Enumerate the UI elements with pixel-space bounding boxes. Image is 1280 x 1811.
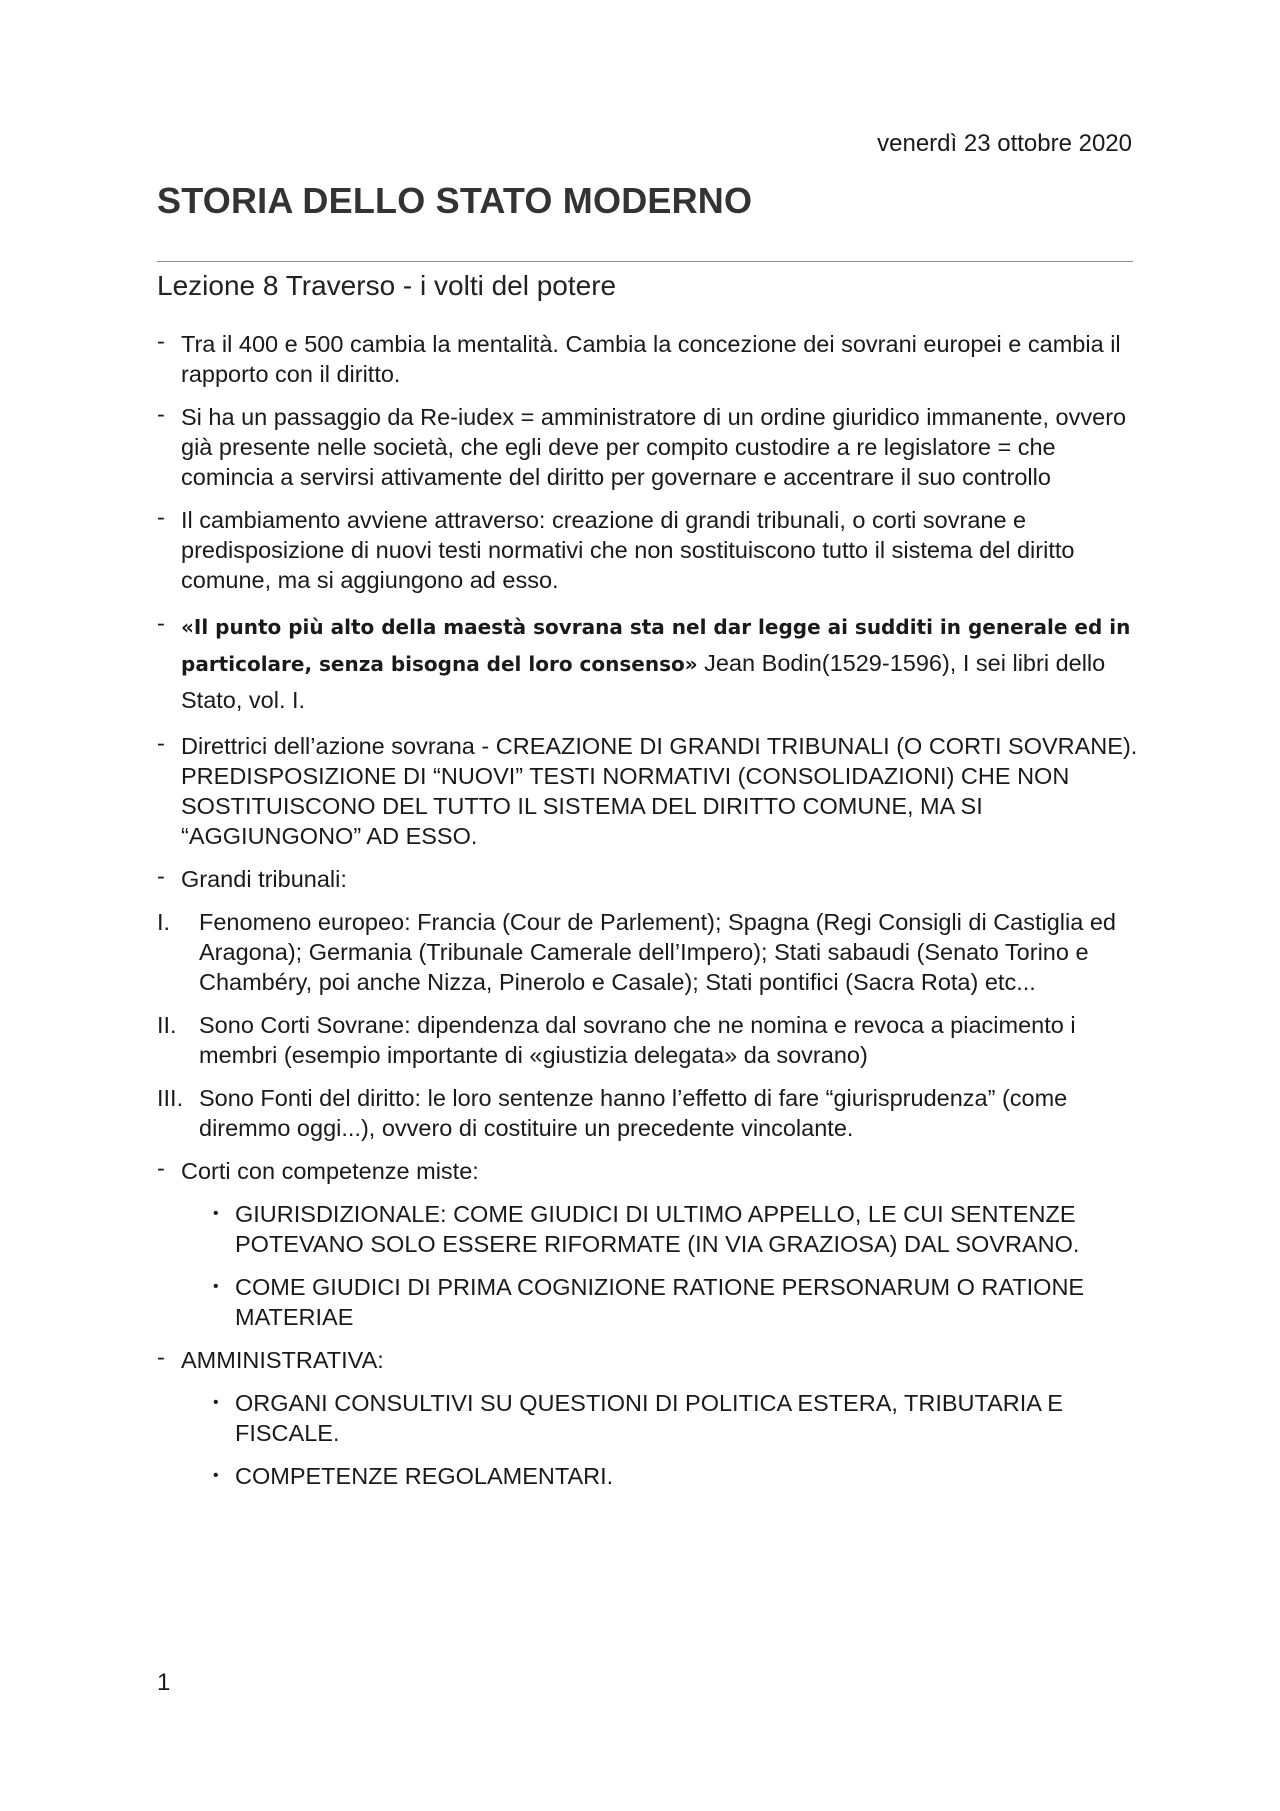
dash-marker: - [157, 1155, 165, 1181]
roman-marker: II. [157, 1012, 177, 1038]
dash-marker: - [157, 730, 165, 756]
roman-marker: I. [157, 909, 171, 935]
list-item [157, 731, 1147, 851]
bullet-item [213, 1272, 1147, 1332]
dash-marker: - [157, 328, 165, 354]
list-item [157, 1156, 1147, 1186]
title-divider [157, 261, 1133, 262]
roman-list-item [157, 907, 1147, 997]
lesson-subtitle: Lezione 8 Traverso - i volti del potere [157, 270, 617, 301]
bullet-marker: • [213, 1205, 219, 1222]
roman-text: Fenomeno europeo: Francia (Cour de Parlement); Spagna (Regi Consigli di Castiglia ed Aragona); Germania (Tribunale Camerale dell’Impero); Stati sabaudi (Senato Torino e Chambéry, poi anche Nizza, Pinerolo e Casale); Stati pontifici (Sacra Rota) etc... [199, 909, 1116, 995]
bullet-text: GIURISDIZIONALE: COME GIUDICI DI ULTIMO APPELLO, LE CUI SENTENZE POTEVANO SOLO ESSERE RIFORMATE (IN VIA GRAZIOSA) DAL SOVRANO. [235, 1201, 1080, 1257]
list-item-quote [157, 608, 1147, 718]
list-item [157, 1345, 1147, 1375]
bullet-text: COMPETENZE REGOLAMENTARI. [235, 1463, 614, 1489]
item-text: Il cambiamento avviene attraverso: creazione di grandi tribunali, o corti sovrane e predisposizione di nuovi testi normativi che non sostituiscono tutto il sistema del diritto comune, ma si aggiungono ad esso. [181, 507, 1075, 593]
bullet-text: ORGANI CONSULTIVI SU QUESTIONI DI POLITICA ESTERA, TRIBUTARIA E FISCALE. [235, 1390, 1063, 1446]
dash-marker: - [157, 863, 165, 889]
item-text: AMMINISTRATIVA: [181, 1347, 384, 1373]
bullet-text: COME GIUDICI DI PRIMA COGNIZIONE RATIONE PERSONARUM O RATIONE MATERIAE [235, 1274, 1085, 1330]
page-number: 1 [157, 1669, 171, 1696]
list-item [157, 402, 1147, 492]
bullet-marker: • [213, 1467, 219, 1484]
bullet-marker: • [213, 1394, 219, 1411]
dash-marker: - [157, 1344, 165, 1370]
page-title: STORIA DELLO STATO MODERNO [157, 180, 753, 221]
item-text: Corti con competenze miste: [181, 1158, 479, 1184]
dash-marker: - [157, 504, 165, 530]
list-item [157, 505, 1147, 595]
bullet-item [213, 1388, 1147, 1448]
dash-marker: - [157, 401, 165, 427]
roman-list-item [157, 1083, 1147, 1143]
bullet-marker: • [213, 1278, 219, 1295]
roman-text: Sono Corti Sovrane: dipendenza dal sovrano che ne nomina e revoca a piacimento i membri (esempio importante di «giustizia delegata» da sovrano) [199, 1012, 1076, 1068]
roman-text: Sono Fonti del diritto: le loro sentenze hanno l’effetto di fare “giurisprudenza” (come diremmo oggi...), ovvero di costituire un precedente vincolante. [199, 1085, 1068, 1141]
item-text: Si ha un passaggio da Re-iudex = amministratore di un ordine giuridico immanente, ovvero già presente nelle società, che egli deve per compito custodire a re legislatore = che comincia a servirsi attivamente del diritto per governare e accentrare il suo controllo [181, 404, 1127, 490]
bodin-quote: «Il punto più alto della maestà sovrana sta nel dar legge ai sudditi in generale ed in particolare, senza bisogna del loro consenso» [181, 615, 1131, 676]
list-item [157, 864, 1147, 894]
notes-content [157, 329, 1147, 1504]
roman-list-item [157, 1010, 1147, 1070]
bullet-item [213, 1199, 1147, 1259]
roman-marker: III. [157, 1085, 184, 1111]
dash-marker: - [157, 610, 165, 636]
bullet-item [213, 1461, 1147, 1491]
date-label: venerdì 23 ottobre 2020 [877, 130, 1132, 157]
list-item [157, 329, 1147, 389]
item-text: Grandi tribunali: [181, 866, 347, 892]
item-text: Tra il 400 e 500 cambia la mentalità. Cambia la concezione dei sovrani europei e cambia il rapporto con il diritto. [181, 331, 1121, 387]
item-text: Direttrici dell’azione sovrana - CREAZIONE DI GRANDI TRIBUNALI (O CORTI SOVRANE). PREDISPOSIZIONE DI “NUOVI” TESTI NORMATIVI (CONSOLIDAZIONI) CHE NON SOSTITUISCONO DEL TUTTO IL SISTEMA DEL DIRITTO COMUNE, MA SI “AGGIUNGONO” AD ESSO. [181, 733, 1138, 849]
quote-source: Jean Bodin(1529-1596), I sei libri dello Stato, vol. I. [181, 650, 1106, 713]
